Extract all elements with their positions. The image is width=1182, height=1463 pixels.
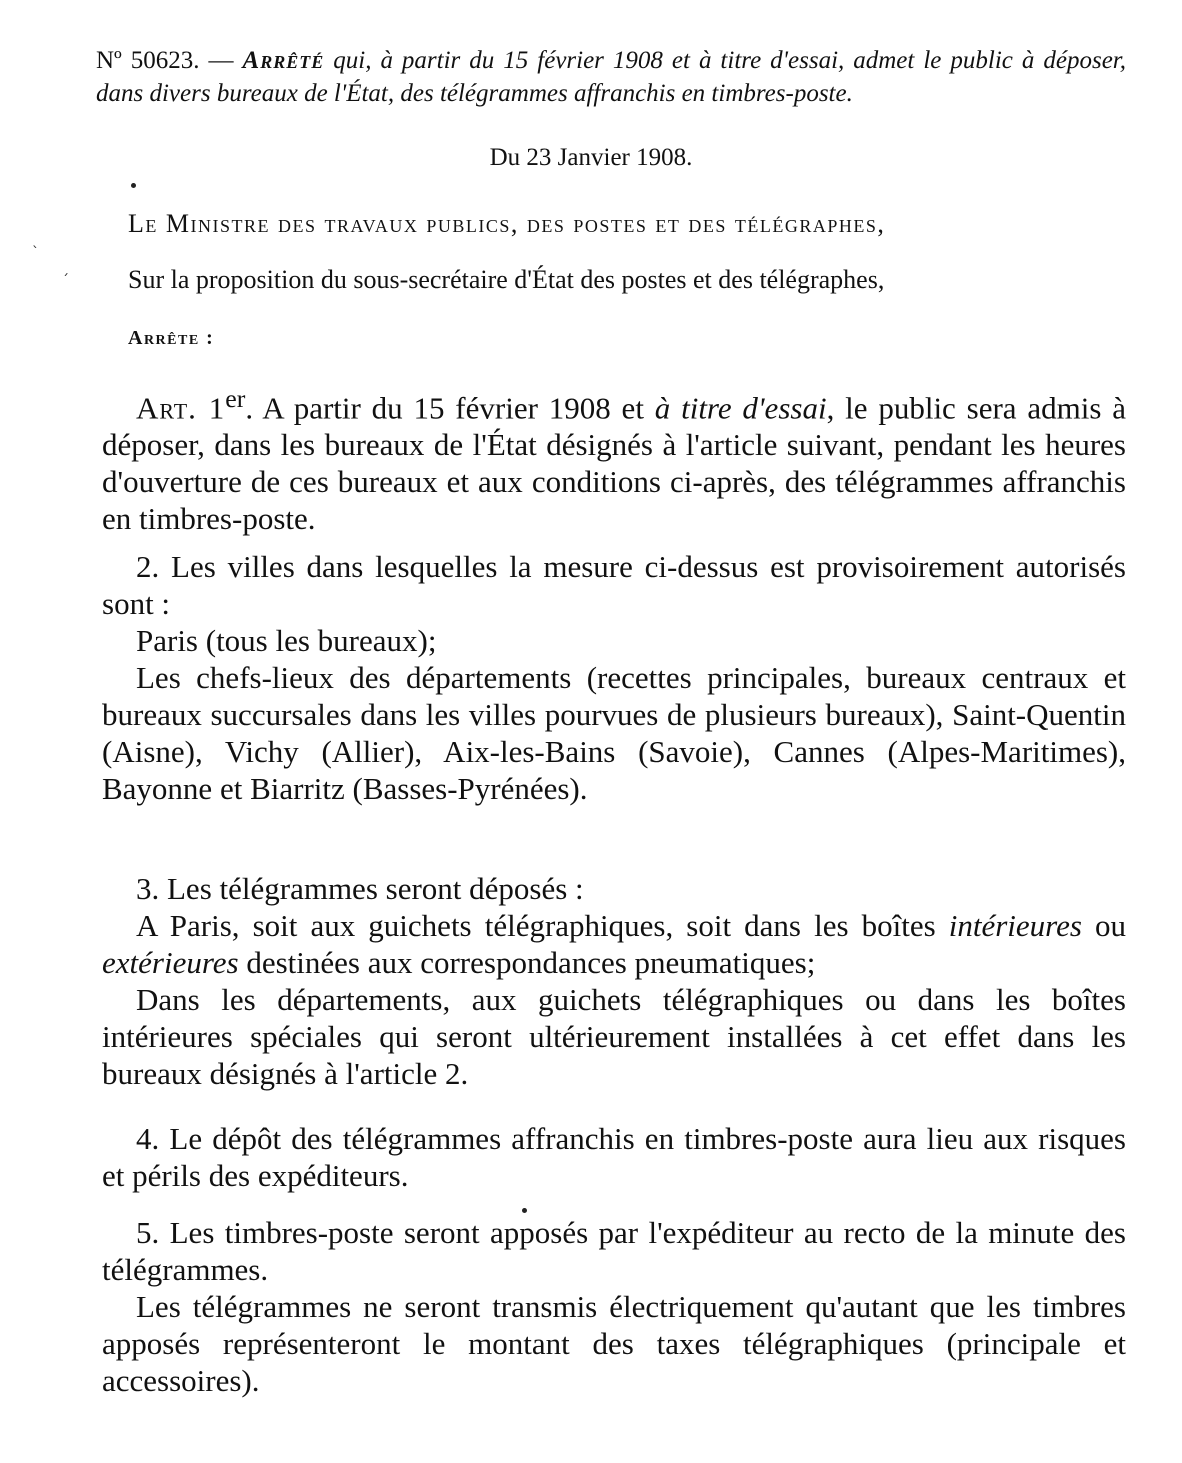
- article-5: [102, 1214, 1126, 1399]
- article-2: [102, 548, 1126, 807]
- margin-speck: ˊ: [62, 273, 69, 289]
- article-1-text-b: , le public sera admis à déposer, dans les bureaux de l'État désignés à l'article suivant, pendant les heures d'ouverture de ces bureaux et aux conditions ci-après, des télégrammes affranchis en timbres-poste.: [102, 390, 1126, 537]
- decree-number: Nº 50623. —: [96, 47, 243, 74]
- article-3-departements: Dans les départements, aux guichets télégraphiques ou dans les boîtes intérieures spéciales qui seront ultérieurement installées à cet effet dans les bureaux désignés à l'article 2.: [102, 982, 1126, 1091]
- decree-arrete-word: Arrêté: [242, 47, 325, 74]
- decree-header: [96, 44, 1126, 110]
- article-3-paris-text-c: destinées aux correspondances pneumatiques;: [238, 945, 816, 980]
- article-3-paris-italic-b: extérieures: [102, 945, 239, 980]
- article-5-continuation: Les télégrammes ne seront transmis électriquement qu'autant que les timbres apposés représenteront le montant des taxes télégraphiques (principale et accessoires).: [102, 1289, 1126, 1398]
- article-1-label: Art. 1: [136, 390, 226, 426]
- article-2-intro: 2. Les villes dans lesquelles la mesure ci-dessus est provisoirement autorisés sont :: [102, 549, 1126, 621]
- article-1-text-a: . A partir du 15 février 1908 et: [245, 390, 655, 426]
- article-1-italic: à titre d'essai: [654, 390, 827, 426]
- article-1: [102, 380, 1126, 537]
- article-4: [102, 1120, 1126, 1194]
- article-1-sup: er: [225, 384, 246, 413]
- article-2-paris: Paris (tous les bureaux);: [136, 623, 437, 658]
- article-3: [102, 870, 1126, 1092]
- proposition-line: Sur la proposition du sous-secrétaire d'État des postes et des télégraphes,: [128, 265, 885, 294]
- article-3-intro: 3. Les télégrammes seront déposés :: [136, 871, 584, 906]
- article-3-paris-italic-a: intérieures: [948, 908, 1082, 943]
- arrete-heading: Arrête :: [128, 327, 215, 349]
- speck-mark: [131, 183, 136, 188]
- decree-date: Du 23 Janvier 1908.: [489, 144, 693, 171]
- article-3-paris-text-b: ou: [1081, 908, 1126, 943]
- article-3-paris: [102, 907, 1126, 981]
- decree-title: qui, à partir du 15 février 1908 et à titre d'essai, admet le public à déposer, dans divers bureaux de l'État, des télégrammes affranchis en timbres-poste.: [96, 47, 1126, 107]
- article-4-text: 4. Le dépôt des télégrammes affranchis en timbres-poste aura lieu aux risques et périls des expéditeurs.: [102, 1121, 1126, 1193]
- article-5-text: 5. Les timbres-poste seront apposés par l'expéditeur au recto de la minute des télégrammes.: [102, 1215, 1126, 1287]
- article-3-paris-text-a: A Paris, soit aux guichets télégraphiques, soit dans les boîtes: [136, 908, 949, 943]
- minister-line: Le Ministre des travaux publics, des postes et des télégraphes,: [128, 209, 886, 238]
- margin-speck: ˋ: [32, 245, 39, 261]
- speck-mark: [522, 1208, 527, 1213]
- article-2-chefs-lieux: Les chefs-lieux des départements (recettes principales, bureaux centraux et bureaux succursales dans les villes pourvues de plusieurs bureaux), Saint-Quentin (Aisne), Vichy (Allier), Aix-les-Bains (Savoie), Cannes (Alpes-Maritimes), Bayonne et Biarritz (Basses-Pyrénées).: [102, 660, 1126, 806]
